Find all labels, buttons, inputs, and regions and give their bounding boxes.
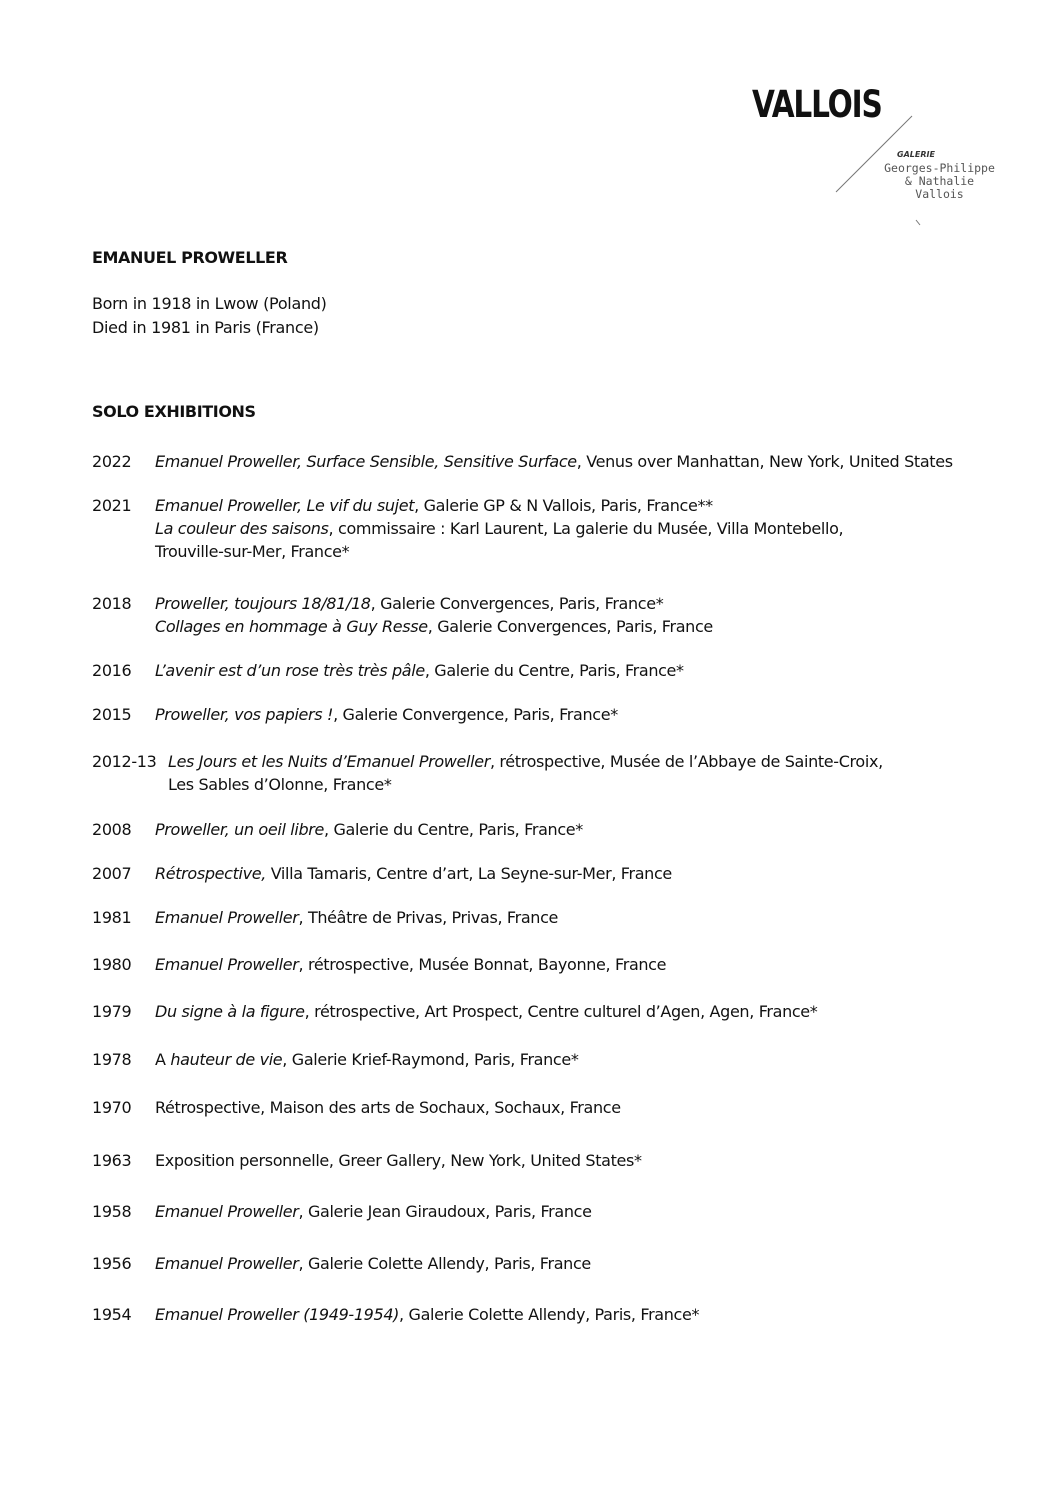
exhibition-year: 1978 [92, 1050, 132, 1069]
exhibition-year: 1981 [92, 908, 132, 927]
exhibition-venue: Exposition personnelle, Greer Gallery, New York, United States* [155, 1151, 642, 1170]
exhibition-title: Proweller, toujours 18/81/18 [155, 594, 371, 613]
exhibition-title: Proweller, un oeil libre [155, 820, 325, 839]
exhibition-details [155, 818, 583, 841]
exhibition-title: Emanuel Proweller (1949-1954) [155, 1305, 400, 1324]
exhibition-line [155, 953, 666, 976]
death-info: Died in 1981 in Paris (France) [92, 318, 319, 337]
exhibition-venue: , rétrospective, Musée de l’Abbaye de Sainte-Croix, [489, 752, 883, 771]
exhibition-details [155, 703, 618, 726]
exhibition-venue: , Galerie GP & N Vallois, Paris, France** [414, 496, 713, 515]
exhibition-venue: , Galerie Krief-Raymond, Paris, France* [282, 1050, 579, 1069]
exhibition-venue: , Galerie Colette Allendy, Paris, France* [399, 1305, 700, 1324]
exhibition-details [155, 1048, 579, 1071]
exhibition-line [155, 1149, 642, 1172]
exhibition-details [155, 1000, 817, 1023]
exhibition-line [168, 750, 883, 773]
exhibition-title: La couleur des saisons [155, 519, 329, 538]
exhibition-line [155, 1048, 579, 1071]
exhibition-year: 1958 [92, 1202, 132, 1221]
exhibition-details [155, 1303, 699, 1326]
exhibition-details [155, 906, 558, 929]
exhibition-title: Collages en hommage à Guy Resse [155, 617, 428, 636]
exhibition-venue: , Théâtre de Privas, Privas, France [298, 908, 559, 927]
exhibition-year: 1979 [92, 1002, 132, 1021]
exhibition-line [155, 450, 953, 473]
exhibition-year: 2012-13 [92, 752, 157, 771]
exhibition-details [155, 862, 672, 885]
exhibition-details [168, 750, 883, 796]
exhibition-details [155, 1252, 591, 1275]
exhibition-venue: Rétrospective, Maison des arts de Sochaux, Sochaux, France [155, 1098, 621, 1117]
birth-info: Born in 1918 in Lwow (Poland) [92, 294, 327, 313]
exhibition-line [155, 862, 672, 885]
exhibition-line [168, 773, 883, 796]
exhibition-venue: , rétrospective, Musée Bonnat, Bayonne, France [298, 955, 667, 974]
exhibition-line [155, 1303, 699, 1326]
solo-exhibitions-heading: SOLO EXHIBITIONS [92, 402, 256, 421]
exhibition-line [155, 818, 583, 841]
logo-name-line: & Nathalie [904, 174, 975, 188]
exhibition-details [155, 592, 713, 638]
exhibition-year: 2015 [92, 705, 132, 724]
exhibition-year: 2018 [92, 594, 132, 613]
exhibition-venue: , Galerie du Centre, Paris, France* [424, 661, 684, 680]
exhibition-title: Proweller, vos papiers ! [155, 705, 334, 724]
exhibition-venue: , Galerie du Centre, Paris, France* [324, 820, 583, 839]
exhibition-venue: , commissaire : Karl Laurent, La galerie du Musée, Villa Montebello, [328, 519, 844, 538]
exhibition-venue: Villa Tamaris, Centre d’art, La Seyne-sur-Mer, France [265, 864, 672, 883]
exhibition-year: 2007 [92, 864, 132, 883]
exhibition-line [155, 1000, 817, 1023]
exhibition-year: 1956 [92, 1254, 132, 1273]
exhibition-line [155, 703, 618, 726]
exhibition-title: Emanuel Proweller [155, 1254, 299, 1273]
exhibition-title: L’avenir est d’un rose très très pâle [155, 661, 425, 680]
exhibition-line [155, 540, 843, 563]
exhibition-details [155, 1200, 592, 1223]
exhibition-details [155, 953, 666, 976]
logo-wordmark: VALLOIS [752, 83, 882, 126]
logo-names [882, 162, 997, 201]
exhibition-details [155, 1149, 642, 1172]
exhibition-line [155, 1200, 592, 1223]
exhibition-title: Du signe à la figure [155, 1002, 305, 1021]
exhibition-line [155, 1252, 591, 1275]
exhibition-venue: , Galerie Colette Allendy, Paris, France [298, 1254, 591, 1273]
exhibition-line [155, 1096, 621, 1119]
exhibition-details [155, 1096, 621, 1119]
exhibition-venue: Trouville-sur-Mer, France* [155, 542, 350, 561]
exhibition-details [155, 450, 953, 473]
exhibition-venue: A [155, 1050, 171, 1069]
exhibition-venue: , Galerie Jean Giraudoux, Paris, France [298, 1202, 592, 1221]
exhibition-line [155, 659, 684, 682]
exhibition-year: 1963 [92, 1151, 132, 1170]
exhibition-details [155, 659, 684, 682]
exhibition-line [155, 517, 843, 540]
exhibition-venue: , Galerie Convergences, Paris, France [427, 617, 713, 636]
logo-name-line: Vallois [915, 187, 964, 201]
logo-name-line: Georges-Philippe [884, 161, 995, 175]
exhibition-venue: Les Sables d’Olonne, France* [168, 775, 392, 794]
exhibition-year: 1980 [92, 955, 132, 974]
exhibition-title: Emanuel Proweller [155, 955, 299, 974]
exhibition-venue: , Galerie Convergences, Paris, France* [370, 594, 664, 613]
exhibition-year: 2022 [92, 452, 132, 471]
exhibition-year: 1954 [92, 1305, 132, 1324]
logo-galerie-label: GALERIE [897, 150, 935, 159]
exhibition-year: 2021 [92, 496, 132, 515]
exhibition-title: Emanuel Proweller, Surface Sensible, Sensitive Surface [155, 452, 577, 471]
exhibition-line [155, 592, 713, 615]
exhibition-line [155, 494, 843, 517]
exhibition-title: Emanuel Proweller [155, 1202, 299, 1221]
artist-name: EMANUEL PROWELLER [92, 248, 288, 267]
exhibition-title: Les Jours et les Nuits d’Emanuel Proweller [168, 752, 490, 771]
exhibition-venue: , Venus over Manhattan, New York, United States [576, 452, 953, 471]
exhibition-venue: , Galerie Convergence, Paris, France* [333, 705, 618, 724]
exhibition-title: hauteur de vie [170, 1050, 283, 1069]
exhibition-year: 1970 [92, 1098, 132, 1117]
exhibition-line [155, 615, 713, 638]
exhibition-year: 2016 [92, 661, 132, 680]
exhibition-line [155, 906, 558, 929]
artist-bio [92, 292, 327, 340]
exhibition-title: Rétrospective, [155, 864, 266, 883]
exhibition-title: Emanuel Proweller, Le vif du sujet [155, 496, 415, 515]
exhibition-year: 2008 [92, 820, 132, 839]
exhibition-details [155, 494, 843, 563]
gallery-logo [752, 83, 1032, 236]
exhibition-venue: , rétrospective, Art Prospect, Centre culturel d’Agen, Agen, France* [304, 1002, 818, 1021]
exhibition-title: Emanuel Proweller [155, 908, 299, 927]
